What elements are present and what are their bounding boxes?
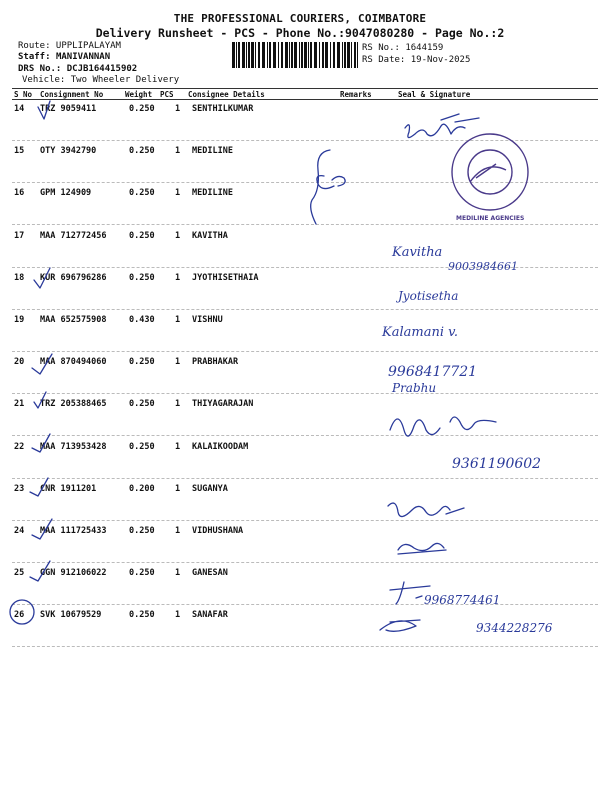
- cell-sno: 17: [14, 230, 25, 241]
- handwritten-jyothi: Jyotisetha: [398, 289, 459, 303]
- cell-pcs: 1: [175, 146, 181, 157]
- table-top-rule: [12, 88, 598, 89]
- cell-consignee: KAVITHA: [192, 230, 228, 241]
- col-consignment: Consignment No: [40, 90, 104, 99]
- col-pcs: PCS: [160, 90, 174, 99]
- col-weight: Weight: [125, 90, 153, 99]
- barcode-bar: [357, 42, 358, 68]
- row-separator: [12, 393, 598, 394]
- cell-weight: 0.250: [129, 526, 155, 536]
- cell-weight: 0.250: [129, 188, 155, 199]
- cell-consignee: VISHNU: [192, 315, 223, 325]
- col-consignee: Consignee Details: [188, 90, 265, 99]
- table-row: [0, 231, 600, 273]
- barcode-bar: [251, 42, 254, 68]
- row-separator: [12, 520, 598, 521]
- table-row: [0, 146, 600, 188]
- cell-consignment-no: TRZ 9059411: [40, 104, 97, 114]
- barcode-bar: [281, 42, 283, 68]
- cell-sno: 19: [14, 315, 25, 325]
- cell-consignee: KALAIKOODAM: [192, 441, 249, 452]
- cell-consignment-no: KUR 696796286: [40, 272, 107, 283]
- staff-value: MANIVANNAN: [55, 52, 111, 62]
- barcode-bar: [291, 42, 293, 68]
- table-row: [0, 484, 600, 526]
- col-remarks: Remarks: [340, 90, 372, 99]
- row-separator: [12, 351, 598, 352]
- barcode-bar: [342, 42, 343, 68]
- barcode-bar: [347, 42, 350, 68]
- cell-pcs: 1: [175, 188, 181, 199]
- barcode-bar: [310, 42, 312, 68]
- row-separator: [12, 604, 598, 605]
- cell-sno: 24: [14, 526, 25, 536]
- barcode-bar: [236, 42, 237, 68]
- barcode-bar: [238, 42, 240, 68]
- cell-sno: 15: [14, 146, 25, 157]
- handwritten-ganesan-phone: 9968774461: [424, 593, 501, 607]
- barcode-bar: [354, 42, 356, 68]
- cell-consignee: PRABHAKAR: [192, 357, 239, 368]
- drs-number: DRS No.: DCJB164415902: [18, 64, 138, 74]
- cell-consignment-no: GPM 124909: [40, 188, 92, 199]
- cell-pcs: 1: [175, 357, 181, 368]
- route-label: Route: UPPLIPALAYAM: [18, 41, 121, 51]
- table-row: [0, 315, 600, 357]
- barcode-bar: [325, 42, 328, 68]
- cell-consignment-no: MAA 870494060: [40, 357, 107, 368]
- cell-consignment-no: MAA 111725433: [40, 526, 107, 536]
- barcode-bar: [344, 42, 346, 68]
- barcode-bar: [330, 42, 331, 68]
- cell-consignee: SANAFAR: [192, 610, 228, 621]
- cell-pcs: 1: [175, 483, 181, 494]
- barcode-bar: [319, 42, 320, 68]
- cell-consignment-no: SVK 10679529: [40, 610, 102, 621]
- barcode-bar: [304, 42, 307, 68]
- cell-consignee: SENTHILKUMAR: [192, 104, 254, 114]
- cell-sno: 26: [14, 610, 25, 621]
- cell-consignee: VIDHUSHANA: [192, 526, 244, 536]
- barcode-bar: [248, 42, 250, 68]
- barcode-bar: [232, 42, 235, 68]
- cell-weight: 0.250: [129, 357, 155, 368]
- handwritten-kalai-phone: 9361190602: [452, 456, 542, 472]
- cell-pcs: 1: [175, 272, 181, 283]
- table-row: [0, 104, 600, 146]
- table-row: [0, 399, 600, 441]
- cell-pcs: 1: [175, 568, 181, 579]
- cell-consignee: JYOTHISETHAIA: [192, 272, 259, 283]
- cell-pcs: 1: [175, 526, 181, 536]
- cell-sno: 18: [14, 272, 25, 283]
- cell-consignment-no: OTY 3942790: [40, 146, 97, 157]
- cell-sno: 23: [14, 483, 25, 494]
- rs-number: RS No.: 1644159: [362, 43, 444, 53]
- cell-weight: 0.250: [129, 146, 155, 157]
- cell-weight: 0.200: [129, 483, 155, 494]
- barcode-bar: [289, 42, 290, 68]
- cell-consignment-no: GGN 912106022: [40, 568, 107, 579]
- barcode-bar: [301, 42, 303, 68]
- handwritten-kavitha-phone: 9003984661: [448, 260, 518, 273]
- cell-consignment-no: CNR 1911201: [40, 483, 97, 494]
- barcode-bar: [273, 42, 276, 68]
- barcode-bar: [308, 42, 309, 68]
- cell-weight: 0.430: [129, 315, 155, 325]
- cell-pcs: 1: [175, 230, 181, 241]
- cell-consignment-no: MAA 713953428: [40, 441, 107, 452]
- cell-weight: 0.250: [129, 441, 155, 452]
- barcode-bar: [294, 42, 297, 68]
- cell-sno: 16: [14, 188, 25, 199]
- barcode-bar: [322, 42, 324, 68]
- table-row: [0, 442, 600, 484]
- table-row: [0, 526, 600, 568]
- stamp-text: MEDILINE AGENCIES: [456, 215, 525, 222]
- barcode-bar: [258, 42, 260, 68]
- row-separator: [12, 562, 598, 563]
- barcode-bar: [267, 42, 268, 68]
- cell-consignment-no: TRZ 205388465: [40, 399, 107, 410]
- cell-pcs: 1: [175, 610, 181, 621]
- handwritten-vishnu: Kalamani v.: [382, 325, 459, 340]
- handwritten-sanafar-phone: 9344228276: [476, 621, 553, 635]
- barcode-bar: [262, 42, 265, 68]
- table-row: [0, 610, 600, 652]
- barcode-bar: [246, 42, 247, 68]
- row-separator: [12, 309, 598, 310]
- barcode-bar: [255, 42, 256, 68]
- cell-sno: 22: [14, 441, 25, 452]
- cell-pcs: 1: [175, 399, 181, 410]
- cell-weight: 0.250: [129, 104, 155, 114]
- cell-pcs: 1: [175, 104, 181, 114]
- table-row: [0, 568, 600, 610]
- rs-date: RS Date: 19-Nov-2025: [362, 55, 471, 65]
- barcode-bar: [242, 42, 245, 68]
- col-sno: S No: [14, 90, 33, 99]
- row-separator: [12, 224, 598, 225]
- vehicle-label: Vehicle: Two Wheeler Delivery: [22, 75, 180, 85]
- cell-sno: 25: [14, 568, 25, 579]
- row-separator: [12, 267, 598, 268]
- cell-weight: 0.250: [129, 568, 155, 579]
- staff-label: Staff:: [18, 52, 51, 62]
- handwritten-prabhakar-phone: 9968417721: [388, 364, 478, 380]
- row-separator: [12, 182, 598, 183]
- row-separator: [12, 646, 598, 647]
- cell-consignee: GANESAN: [192, 568, 228, 579]
- cell-weight: 0.250: [129, 610, 155, 621]
- col-seal: Seal & Signature: [398, 90, 471, 99]
- staff-line: [18, 52, 110, 63]
- cell-consignment-no: MAA 652575908: [40, 315, 107, 325]
- cell-sno: 14: [14, 104, 25, 114]
- barcode-bar: [351, 42, 352, 68]
- cell-consignee: MEDILINE: [192, 188, 233, 199]
- cell-weight: 0.250: [129, 399, 155, 410]
- cell-weight: 0.250: [129, 230, 155, 241]
- runsheet-title: Delivery Runsheet - PCS - Phone No.:9047080280 - Page No.:2: [95, 26, 505, 40]
- company-title: THE PROFESSIONAL COURIERS, COIMBATORE: [173, 12, 427, 25]
- table-row: [0, 273, 600, 315]
- cell-sno: 20: [14, 357, 25, 368]
- row-separator: [12, 478, 598, 479]
- cell-consignee: SUGANYA: [192, 483, 228, 494]
- barcode-bar: [333, 42, 335, 68]
- cell-pcs: 1: [175, 315, 181, 325]
- handwritten-prabhakar: Prabhu: [392, 381, 437, 395]
- table-row: [0, 357, 600, 399]
- barcode-bar: [269, 42, 271, 68]
- table-header-rule: [12, 99, 598, 100]
- barcode-bar: [337, 42, 340, 68]
- cell-weight: 0.250: [129, 272, 155, 283]
- row-separator: [12, 140, 598, 141]
- row-separator: [12, 435, 598, 436]
- barcode: [232, 42, 358, 68]
- cell-consignee: THIYAGARAJAN: [192, 399, 254, 410]
- barcode-bar: [278, 42, 279, 68]
- cell-consignment-no: MAA 712772456: [40, 230, 107, 241]
- cell-sno: 21: [14, 399, 25, 410]
- cell-consignee: MEDILINE: [192, 146, 233, 157]
- handwritten-kavitha: Kavitha: [392, 245, 443, 260]
- cell-pcs: 1: [175, 441, 181, 452]
- table-row: [0, 188, 600, 230]
- barcode-bar: [314, 42, 317, 68]
- barcode-bar: [299, 42, 300, 68]
- barcode-bar: [285, 42, 288, 68]
